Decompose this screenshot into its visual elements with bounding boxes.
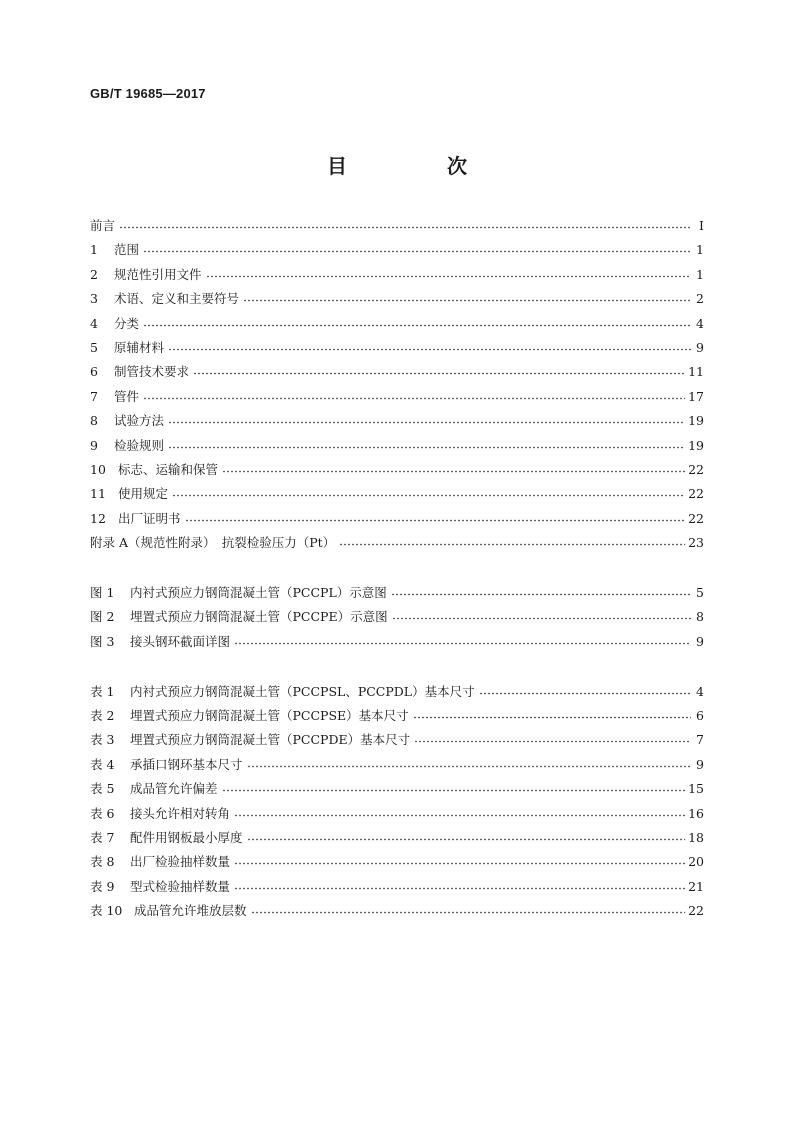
toc-entry[interactable] [90, 287, 704, 311]
toc-entry-page: 5 [696, 584, 704, 600]
dot-leader [234, 631, 691, 645]
toc-entry-number: 6 [90, 364, 98, 380]
toc-entry-number: 表 9 [90, 878, 115, 894]
toc-entry-label: 埋置式预应力钢筒混凝土管（PCCPDE）基本尺寸 [130, 732, 411, 748]
toc-entry-label: 承插口钢环基本尺寸 [130, 756, 243, 772]
toc-entry-label: 附录 A（规范性附录） 抗裂检验压力（Pt） [90, 535, 336, 551]
toc-entry-number: 2 [90, 266, 98, 282]
toc-entry-page: 9 [696, 756, 704, 772]
dot-leader [206, 264, 691, 278]
toc-group [90, 680, 704, 924]
dot-leader [234, 803, 685, 817]
toc-entry[interactable] [90, 458, 704, 482]
toc-entry-number: 表 1 [90, 683, 115, 699]
toc-entry-number: 表 3 [90, 732, 115, 748]
table-of-contents [90, 214, 704, 949]
dot-leader [339, 532, 685, 546]
toc-entry-label: 埋置式预应力钢筒混凝土管（PCCPE）示意图 [130, 609, 388, 625]
toc-entry[interactable] [90, 409, 704, 433]
toc-entry[interactable] [90, 680, 704, 704]
toc-entry-number: 5 [90, 339, 98, 355]
page-title: 目 次 [327, 154, 507, 178]
dot-leader [168, 337, 691, 351]
toc-entry[interactable] [90, 238, 704, 262]
toc-entry-number: 图 1 [90, 584, 115, 600]
toc-entry-label: 内衬式预应力钢筒混凝土管（PCCPSL、PCCPDL）基本尺寸 [130, 683, 475, 699]
toc-group [90, 214, 704, 555]
toc-entry[interactable] [90, 214, 704, 238]
toc-entry[interactable] [90, 263, 704, 287]
toc-entry-number: 表 5 [90, 781, 115, 797]
toc-entry[interactable] [90, 850, 704, 874]
toc-entry[interactable] [90, 728, 704, 752]
toc-entry-page: 16 [688, 805, 704, 821]
toc-entry-page: 4 [696, 315, 704, 331]
toc-entry-page: 11 [688, 364, 704, 380]
dot-leader [193, 361, 685, 375]
toc-entry[interactable] [90, 875, 704, 899]
dot-leader [413, 705, 691, 719]
toc-entry-number: 表 6 [90, 805, 115, 821]
dot-leader [168, 410, 685, 424]
toc-entry-label: 分类 [114, 315, 140, 331]
dot-leader [251, 900, 686, 914]
toc-entry-label: 成品管允许堆放层数 [134, 903, 247, 919]
toc-entry-number: 10 [90, 461, 106, 477]
toc-entry-page: 1 [696, 266, 704, 282]
toc-entry-page: 22 [688, 510, 704, 526]
toc-entry-number: 表 4 [90, 756, 115, 772]
toc-entry-label: 出厂证明书 [118, 510, 181, 526]
toc-entry[interactable] [90, 385, 704, 409]
dot-leader [392, 606, 691, 620]
toc-entry-page: 22 [688, 461, 704, 477]
toc-entry-number: 表 8 [90, 854, 115, 870]
dot-leader [143, 386, 685, 400]
toc-entry-page: 22 [688, 903, 704, 919]
toc-entry-number: 9 [90, 437, 98, 453]
toc-entry-page: 6 [696, 708, 704, 724]
dot-leader [247, 827, 686, 841]
toc-entry-label: 内衬式预应力钢筒混凝土管（PCCPL）示意图 [130, 584, 387, 600]
toc-entry-page: 19 [688, 437, 704, 453]
toc-entry[interactable] [90, 630, 704, 654]
toc-entry-number: 表 7 [90, 829, 115, 845]
toc-entry-page: 9 [696, 339, 704, 355]
toc-entry[interactable] [90, 753, 704, 777]
toc-entry[interactable] [90, 777, 704, 801]
toc-entry-label: 标志、运输和保管 [118, 461, 219, 477]
toc-entry[interactable] [90, 312, 704, 336]
dot-leader [222, 778, 686, 792]
toc-entry[interactable] [90, 581, 704, 605]
dot-leader [143, 239, 691, 253]
toc-entry[interactable] [90, 507, 704, 531]
toc-entry[interactable] [90, 802, 704, 826]
toc-entry-number: 图 3 [90, 633, 115, 649]
toc-entry-page: 21 [688, 878, 704, 894]
toc-entry-page: 1 [696, 242, 704, 258]
dot-leader [185, 508, 686, 522]
toc-entry-number: 4 [90, 315, 98, 331]
dot-leader [168, 435, 685, 449]
dot-leader [247, 754, 691, 768]
toc-entry-page: 20 [688, 854, 704, 870]
dot-leader [391, 582, 691, 596]
toc-entry[interactable] [90, 704, 704, 728]
toc-entry-label: 埋置式预应力钢筒混凝土管（PCCPSE）基本尺寸 [130, 708, 409, 724]
dot-leader [143, 313, 691, 327]
toc-entry-number: 图 2 [90, 609, 115, 625]
toc-entry[interactable] [90, 899, 704, 923]
toc-entry[interactable] [90, 826, 704, 850]
toc-entry[interactable] [90, 434, 704, 458]
toc-entry-label: 管件 [114, 388, 140, 404]
dot-leader [234, 851, 685, 865]
toc-entry-page: 18 [688, 829, 704, 845]
dot-leader [119, 215, 691, 229]
toc-entry-number: 7 [90, 388, 98, 404]
toc-entry-label: 检验规则 [114, 437, 165, 453]
toc-entry-number: 1 [90, 242, 98, 258]
toc-entry-label: 试验方法 [114, 413, 165, 429]
toc-entry[interactable] [90, 531, 704, 555]
toc-entry-number: 表 10 [90, 903, 123, 919]
toc-entry-page: 7 [696, 732, 704, 748]
toc-entry-page: 23 [688, 535, 704, 551]
toc-entry-label: 前言 [90, 218, 116, 233]
toc-entry-number: 表 2 [90, 708, 115, 724]
toc-group [90, 581, 704, 654]
toc-entry-page: 9 [696, 633, 704, 649]
toc-entry-label: 制管技术要求 [114, 364, 190, 380]
toc-entry-number: 3 [90, 291, 98, 307]
toc-entry-label: 术语、定义和主要符号 [114, 291, 240, 307]
toc-entry-label: 接头钢环截面详图 [130, 633, 231, 649]
dot-leader [414, 729, 691, 743]
toc-entry-label: 出厂检验抽样数量 [130, 854, 231, 870]
dot-leader [172, 483, 685, 497]
toc-entry-page: 15 [688, 781, 704, 797]
toc-entry-label: 范围 [114, 242, 140, 258]
toc-entry-label: 原辅材料 [114, 339, 165, 355]
toc-entry[interactable] [90, 605, 704, 629]
dot-leader [479, 681, 691, 695]
toc-entry-page: 19 [688, 413, 704, 429]
toc-entry-number: 8 [90, 413, 98, 429]
toc-entry-page: 17 [688, 388, 704, 404]
toc-entry[interactable] [90, 360, 704, 384]
dot-leader [234, 876, 685, 890]
toc-entry-page: 2 [696, 291, 704, 307]
toc-entry-page: 4 [696, 683, 704, 699]
toc-entry-label: 型式检验抽样数量 [130, 878, 231, 894]
toc-entry-label: 配件用钢板最小厚度 [130, 829, 243, 845]
toc-entry-label: 使用规定 [118, 486, 169, 502]
toc-entry[interactable] [90, 482, 704, 506]
toc-entry-page: Ⅰ [699, 218, 704, 233]
dot-leader [222, 459, 685, 473]
toc-entry-number: 11 [90, 486, 106, 502]
toc-entry[interactable] [90, 336, 704, 360]
toc-entry-label: 规范性引用文件 [114, 266, 202, 282]
dot-leader [243, 288, 691, 302]
standard-code: GB/T 19685—2017 [90, 86, 206, 101]
toc-entry-number: 12 [90, 510, 106, 526]
toc-entry-label: 接头允许相对转角 [130, 805, 231, 821]
toc-entry-label: 成品管允许偏差 [130, 781, 218, 797]
toc-entry-page: 22 [688, 486, 704, 502]
toc-entry-page: 8 [696, 609, 704, 625]
